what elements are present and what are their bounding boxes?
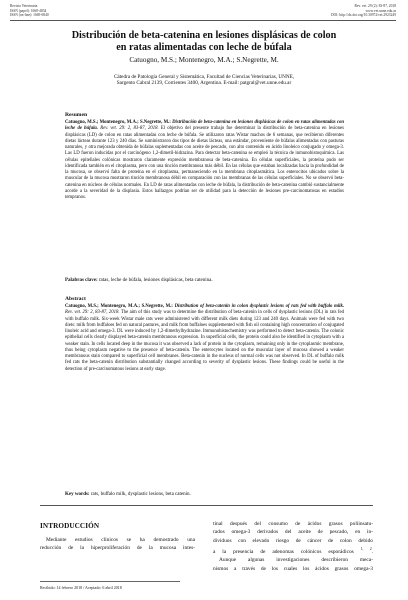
introduction-left-column <box>40 536 195 553</box>
author-list: Catuogno, M.S.; Montenegro, M.A.; S.Negrette, M. <box>129 56 279 64</box>
key-words-text: rats, buffalo milk, dysplastic lesions, beta catenin. <box>90 492 191 497</box>
palabras-clave <box>65 278 344 283</box>
intro-right-line-5: Aunque algunas investigaciones describieron meca- <box>219 557 373 564</box>
header-divider <box>10 20 396 21</box>
article-title <box>40 30 368 54</box>
intro-right-line-2: rados omega-3 derivados del aceite de pescado, en in- <box>213 529 373 536</box>
resumen-citation-ref: Rev. vet. 29: 2, 83-87, 2018. <box>100 126 159 132</box>
palabras-clave-label: Palabras clave: <box>65 278 98 283</box>
journal-header-left <box>10 4 49 18</box>
abstract-divider <box>40 505 373 506</box>
reference-superscript[interactable]: 1, 2 <box>360 547 372 552</box>
intro-right-line-6: nismos a través de los cuales los ácidos grasos omega-3 <box>213 565 373 572</box>
intro-right-line-3: dividuos con elevado riesgo de cáncer de colon debido <box>213 537 373 544</box>
abstract-citation-ref: Rev. vet. 29: 2, 83-87, 2018. <box>65 310 120 316</box>
palabras-clave-text: ratas, leche de búfala, lesiones displásicas, beta catenina. <box>98 278 213 283</box>
issn-online: ISSN (on-line): 1669-6840 <box>10 13 49 18</box>
issn-print: ISSN (papel): 1668-4834 <box>10 8 47 13</box>
abstract-body <box>65 304 344 373</box>
key-words <box>65 492 344 497</box>
abstract-citation-title: Distribution of beta-catenin in colon dysplastic lesions of rats fed with buffalo milk. <box>174 304 345 309</box>
received-divider <box>40 581 180 582</box>
affiliation-line-1: Cátedra de Patología General y Sistemática, Facultad de Ciencias Veterinarias, UNNE, <box>113 74 295 80</box>
volume-info: Rev. vet. 29 (2): 83-87, 2018 <box>354 4 396 8</box>
abstract-heading: Abstract <box>65 296 86 302</box>
key-words-label: Key words: <box>65 492 90 497</box>
intro-left-line-2: reducción de la hiperproliferación de la mucosa intes- <box>40 545 195 552</box>
intro-right-line-4-text: a la presencia de adenomas colónicos esporádicos <box>213 549 354 556</box>
abstract-text: The aim of this study was to determine the distribution of beta-catenin in cells of dysplastic lesions (DL) in rats fed with buffalo milk. Six-week Wistar male rats were administered with different milk diets during 123 and 240 days. Animals were fed with two diets: milk from buffaloes fed on natural pastures, and milk from buffaloes supplemented with fish oil containing high concentration of conjugated linoleic acid and omega-3. DL were induced by 1,2-dimethylhydrazine. Immunohistochemistry was performed to detect beta-catenin. The colonic epithelial cells clearly displayed beta-catenin membranous expression. In superficial cells, the protein could also be identified in cytoplasm with a weaker stain. In cells located deep in the mucosa it was observed a lack of protein in the cytoplasm, remaining only in the cytoplasmic membrane, thus being cytoplasm negative to the presence of beta-catenin. The enterocytes located on the muscular layer of mucosa showed a weaker membranous stain compared to superficial cell membranes. Beta-catenin in the nucleus of normal cells was not observed. In DL of buffalo milk fed rats the beta-catenin distribution substantially changed according to severity of dysplastic lesions. These findings could be useful in the detection of pre-carcinomatous lesions at early stage. <box>65 310 344 372</box>
resumen-text: El objetivo del presente trabajo fue determinar la distribución de beta-catenina en lesiones displásicas (LD) de colon en ratas alimentadas con leche de búfala. Se utilizaron ratas Wistar machos de 6 semanas, que recibieron diferentes dietas lácteas durante 123 y 240 días. Se suministraron dos tipos de dietas lácteas, una estándar, proveniente de búfalas alimentadas con pasturas naturales, y otra mejorada obtenida de búfalas suplementadas con aceite de pescado, con alto contenido en ácido linoleico conjugado y omega-3. Las LD fueron inducidas por el carcinógeno 1,2-dimetil-hidrazina. Para detectar beta-catenina se empleó la técnica de inmunohistoquímica. Las células epiteliales colónicas mostraron claramente expresión membranosa de beta-catenina. En células superficiales, la proteína pudo ser identificada también en el citoplasma, pero con una tinción membranosa más débil. En las células que estaban localizadas hacia la profundidad de la mucosa, se observó falta de proteína en el citoplasma, permaneciendo en la membrana citoplasmática. Los enterocitos ubicados sobre la muscular de la mucosa mostraron tinción membranosa débil en comparación con las membranas de las células superficiales. No se observó beta-catenina en núcleos de células normales. En LD de ratas alimentadas con leche de búfala, la distribución de beta-catenina cambió sustancialmente acorde a la severidad de la displasia. Estos hallazgos podrían ser de utilidad para la detección de lesiones pre-carcinomatosas en estadíos tempranos. <box>65 126 344 200</box>
title-line-2: en ratas alimentadas con leche de búfala <box>116 42 292 53</box>
journal-url[interactable]: www.vet.unne.edu.ar <box>365 8 396 13</box>
intro-right-line-1: tinal después del consumo de ácidos grasos poliinsatu- <box>213 521 373 527</box>
resumen-citation-title: Distribución de beta-catenina en lesiones displásicas de colon en ratas alimentadas con leche de búfala. <box>65 120 345 132</box>
affiliation <box>0 74 408 87</box>
journal-header-right <box>331 4 396 18</box>
journal-name: Revista Veterinaria <box>10 4 38 8</box>
intro-right-line-4: a la presencia de adenomas colónicos esporádicos $^{1, 2}$. <box>213 547 373 556</box>
introduction-right-column <box>213 520 373 573</box>
affiliation-line-2: Sargento Cabral 2139, Corrientes 3400, Argentina. E-mail: patgral@vet.unne.edu.ar <box>116 80 292 87</box>
resumen-heading: Resumen <box>65 112 88 118</box>
resumen-citation: Catuogno, M.S.; Montenegro, M.A.; S.Negrette, M.: <box>65 120 171 125</box>
doi[interactable]: DOI: http://dx.doi.org/10.30972/vet.2923249 <box>331 13 396 18</box>
abstract-citation: Catuogno, M.S.; Montenegro, M.A.; S.Negrette, M.: <box>65 304 173 309</box>
title-line-1: Distribución de beta-catenina en lesiones displásicas de colon <box>71 30 337 41</box>
received-dates: Recibido: 14 febrero 2018 / Aceptado: 6 abril 2018 <box>40 585 122 590</box>
introduction-heading: INTRODUCCIÓN <box>40 522 100 530</box>
intro-left-line-1: Mediante estudios clínicos se ha demostrado una <box>46 537 195 543</box>
resumen-body <box>65 120 344 201</box>
